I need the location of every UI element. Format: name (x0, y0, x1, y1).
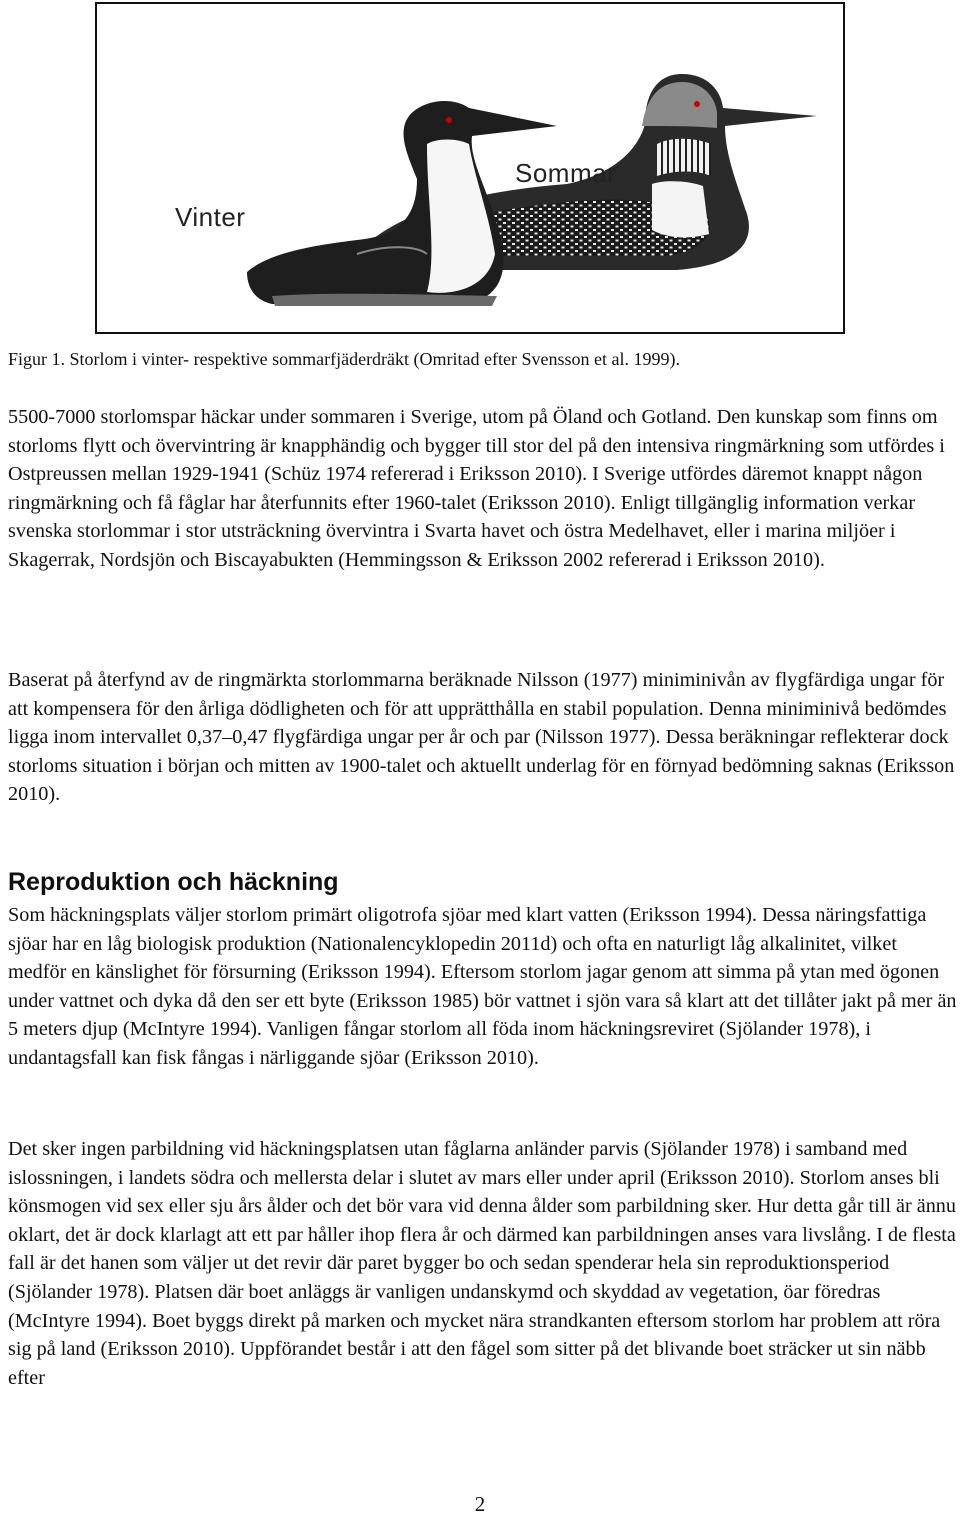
figure-caption: Figur 1. Storlom i vinter- respektive sommarfjäderdräkt (Omritad efter Svensson et al. 1999). (8, 349, 680, 369)
loon-illustration (97, 4, 843, 332)
page-number: 2 (474, 1492, 486, 1516)
paragraph-population: Baserat på återfynd av de ringmärkta storlommarna beräknade Nilsson (1977) miniminivån av flygfärdiga ungar för att kompensera för den årliga dödligheten och för att upprätthålla en stabil population. Denna miniminivå bedömdes ligga inom intervallet 0,37–0,47 flygfärdiga ungar per år och par (Nilsson 1977). Dessa beräkningar reflekterar dock storloms situation i början och mitten av 1900-talet och aktuellt underlag för en förnyad bedömning saknas (Eriksson 2010). (8, 669, 955, 806)
loon-figure (95, 2, 845, 334)
paragraph-pair-bonding: Det sker ingen parbildning vid häckningsplatsen utan fåglarna anländer parvis (Sjölander 1978) i samband med islossningen, i landets södra och mellersta delar i slutet av mars eller under april (Eriksson 2010). Storlom anses bli könsmogen vid sex eller sju års ålder och det bör vara vid denna ålder som parbildning sker. Hur detta går till är ännu oklart, det är dock klarlagt att ett par håller ihop flera år och därmed kan parbildningen anses vara livslång. I de flesta fall är det hanen som väljer ut det revir där paret bygger bo och sedan spenderar hela sin reproduktionsperiod (Sjölander 1978). Platsen där boet anläggs är vanligen undanskymd och skyddad av vegetation, öar föredras (McIntyre 1994). Boet byggs direkt på marken och mycket nära strandkanten eftersom storlom har problem att röra sig på land (Eriksson 2010). Uppförandet består i att den fågel som sitter på det blivande boet sträcker ut sin näbb efter (8, 1138, 956, 1389)
summer-label: Sommar (515, 158, 617, 188)
section-heading: Reproduktion och häckning (8, 868, 339, 896)
paragraph-breeding-lakes: Som häckningsplats väljer storlom primärt oligotrofa sjöar med klart vatten (Eriksson 1994). Dessa näringsfattiga sjöar har en låg biologisk produktion (Nationalencyklopedin 2011d) och ofta en naturligt låg alkalinitet, vilket medför en känslighet för försurning (Eriksson 1994). Eftersom storlom jagar genom att simma på ytan med ögonen under vattnet och dyka då den ser ett byte (Eriksson 1985) bör vattnet i sjön vara så klart att det tillåter jakt på mer än 5 meters djup (McIntyre 1994). Vanligen fångar storlom all föda inom häckningsreviret (Sjölander 1978), i undantagsfall kan fisk fångas i närliggande sjöar (Eriksson 2010). (8, 904, 957, 1069)
paragraph-wintering: 5500-7000 storlomspar häckar under sommaren i Sverige, utom på Öland och Gotland. Den kunskap som finns om storloms flytt och övervintring är knapphändig och bygger till stor del på den intensiva ringmärkning som utfördes i Ostpreussen mellan 1929-1941 (Schüz 1974 refererad i Eriksson 2010). I Sverige utfördes däremot knappt någon ringmärkning och få fåglar har återfunnits efter 1960-talet (Eriksson 2010). Enligt tillgänglig information verkar svenska storlommar i stor utsträckning övervintra i Svarta havet och östra Medelhavet, eller i marina miljöer i Skagerrak, Nordsjön och Biscayabukten (Hemmingsson & Eriksson 2002 refererad i Eriksson 2010). (8, 406, 945, 571)
winter-label: Vinter (175, 202, 246, 232)
